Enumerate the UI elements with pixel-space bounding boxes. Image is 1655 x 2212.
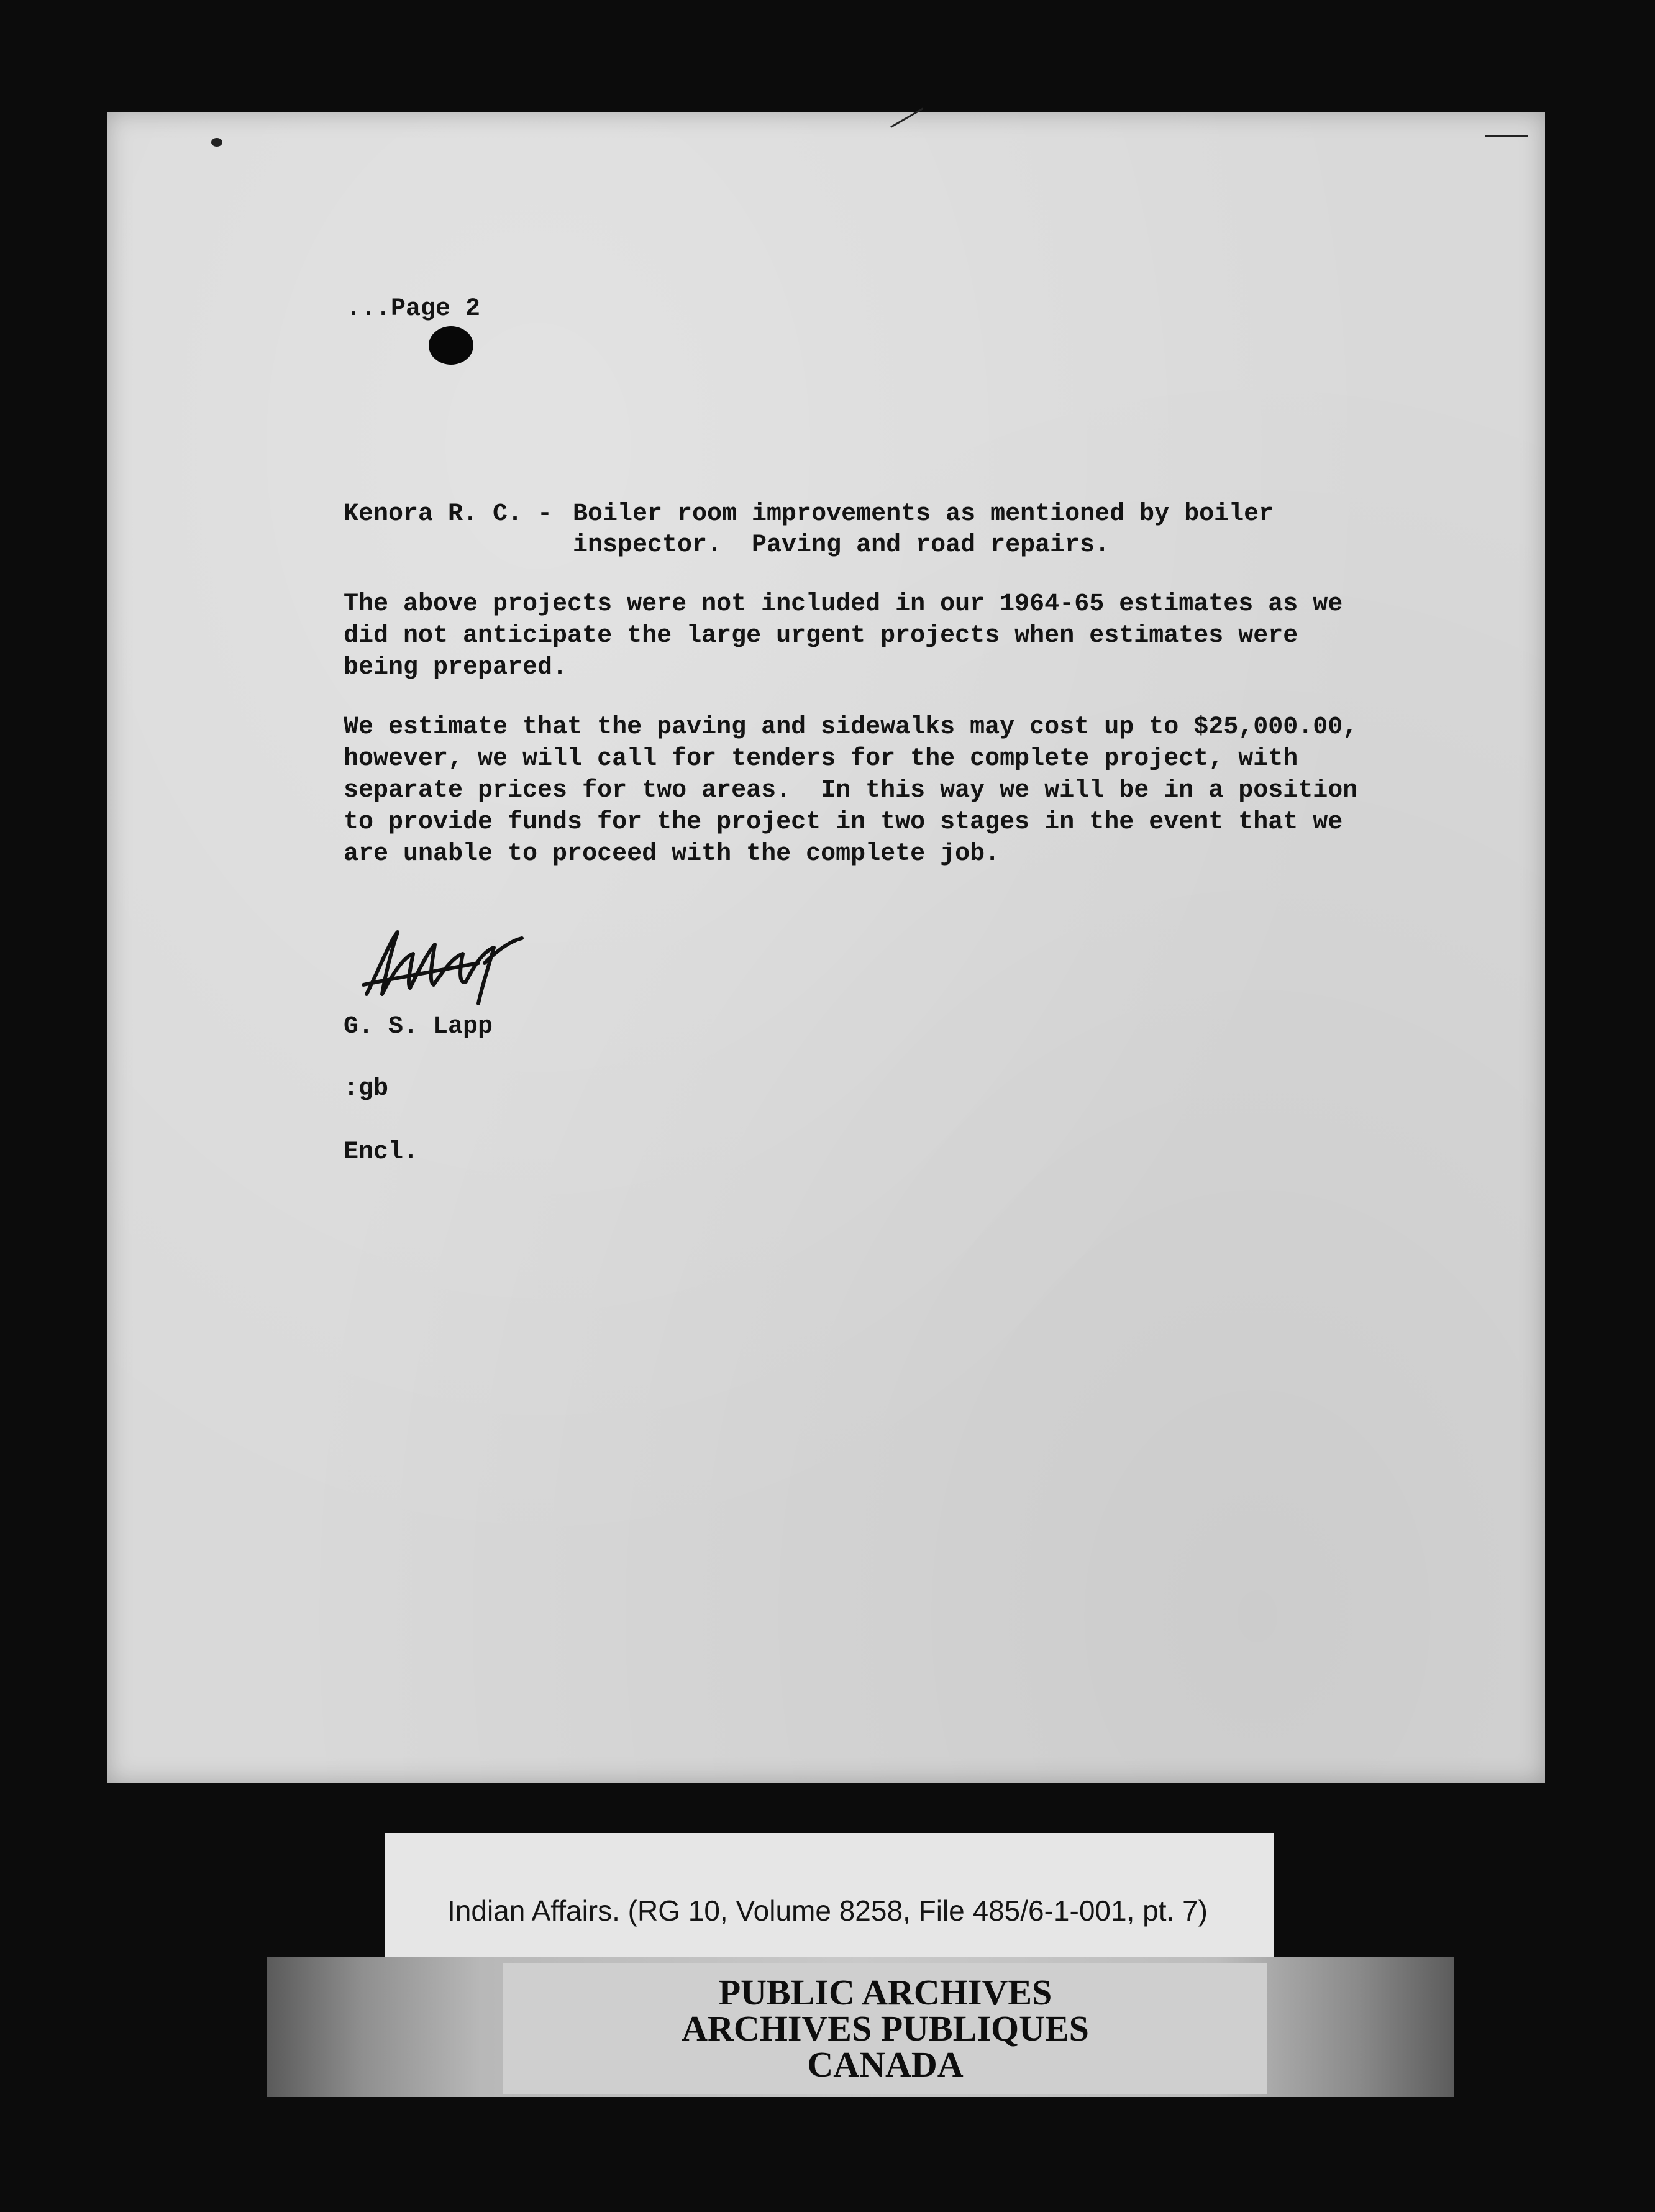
scan-speck xyxy=(211,138,222,147)
paragraph-2-line-1: We estimate that the paving and sidewalks may cost up to $25,000.00, xyxy=(344,713,1358,741)
paragraph-1-line-1: The above projects were not included in our 1964-65 estimates as we xyxy=(344,590,1343,618)
paragraph-1-line-2: did not anticipate the large urgent projects when estimates were xyxy=(344,622,1298,650)
item-line-2: inspector. Paving and road repairs. xyxy=(573,531,1110,559)
punch-hole xyxy=(429,326,473,365)
typist-initials: :gb xyxy=(344,1075,389,1103)
handwritten-signature xyxy=(354,926,540,1007)
stamp-line-2: ARCHIVES PUBLIQUES xyxy=(682,2008,1089,2049)
stamp-line-1: PUBLIC ARCHIVES xyxy=(718,1972,1052,2013)
paragraph-2-line-4: to provide funds for the project in two stages in the event that we xyxy=(344,808,1343,836)
signatory-name: G. S. Lapp xyxy=(344,1013,493,1041)
stamp-line-3: CANADA xyxy=(807,2044,964,2085)
paragraph-2-line-3: separate prices for two areas. In this way we will be in a position xyxy=(344,777,1358,805)
paragraph-2-line-2: however, we will call for tenders for the complete project, with xyxy=(344,745,1298,773)
letter-page xyxy=(107,112,1545,1783)
page-header: ...Page 2 xyxy=(346,295,481,323)
corner-mark xyxy=(1485,135,1528,137)
item-label: Kenora R. C. - xyxy=(344,500,553,528)
paragraph-1-line-3: being prepared. xyxy=(344,654,568,682)
archive-reference: Indian Affairs. (RG 10, Volume 8258, File 485/6-1-001, pt. 7) xyxy=(447,1894,1208,1927)
item-line-1: Boiler room improvements as mentioned by boiler xyxy=(573,500,1274,528)
enclosure-note: Encl. xyxy=(344,1138,419,1166)
paragraph-2-line-5: are unable to proceed with the complete job. xyxy=(344,840,1000,868)
